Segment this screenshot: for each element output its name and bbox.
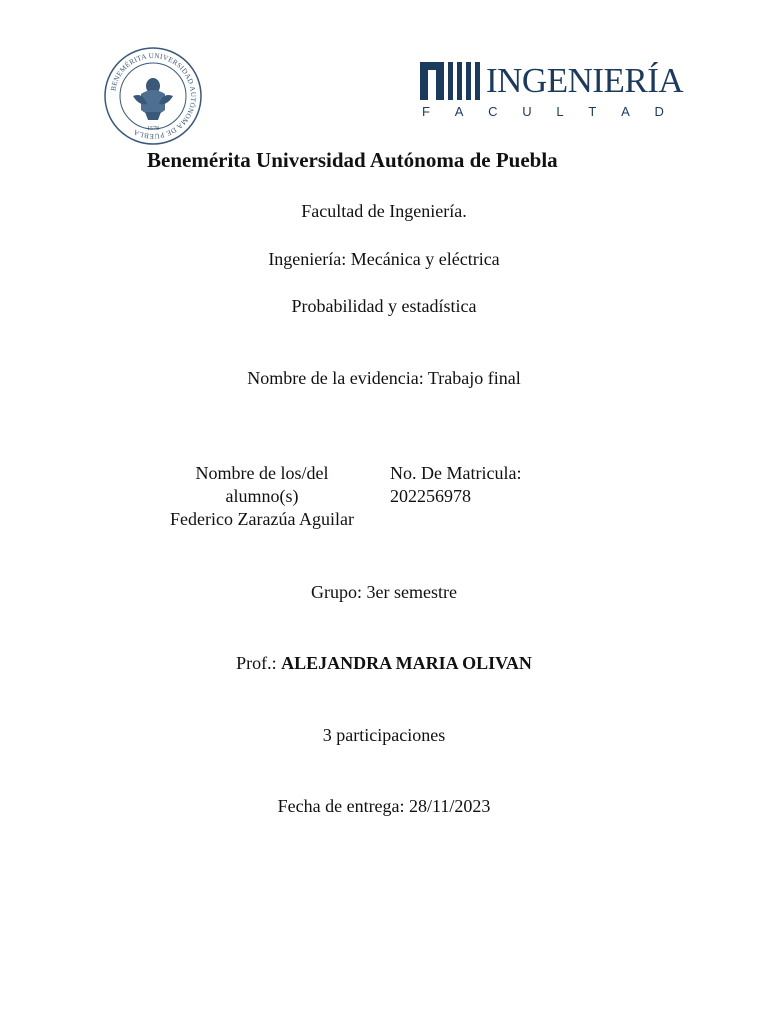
course-name: Probabilidad y estadística [291,296,477,316]
student-name: Federico Zarazúa Aguilar [170,509,354,529]
matricula-value: 202256978 [390,486,471,506]
seal-year: 1578 [147,126,159,132]
program-name: Ingeniería: Mecánica y eléctrica [268,249,500,269]
professor-name: ALEJANDRA MARIA OLIVAN [281,653,532,673]
group-text: Grupo: 3er semestre [311,582,457,602]
student-label-line1: Nombre de los/del [195,463,329,483]
university-seal-icon [103,46,203,146]
due-date-text: Fecha de entrega: 28/11/2023 [277,796,491,816]
participations-text: 3 participaciones [322,725,446,745]
student-label-line2: alumno(s) [225,486,299,506]
student-block [150,462,374,531]
faculty-logo-bars-icon [420,62,484,100]
evidence-name: Nombre de la evidencia: Trabajo final [247,368,521,388]
svg-text:BENEMÉRITA UNIVERSIDAD AUTÓNOM: BENEMÉRITA UNIVERSIDAD AUTÓNOMA DE PUEBLA [109,51,198,141]
faculty-name: Facultad de Ingeniería. [301,201,467,221]
faculty-logo [420,60,684,122]
matricula-label: No. De Matricula: [390,463,522,483]
university-name: Benemérita Universidad Autónoma de Puebla [147,148,558,172]
matricula-block [390,462,590,508]
faculty-logo-subtitle: F A C U L T A D [422,104,664,119]
faculty-logo-name: INGENIERÍA [486,61,684,100]
professor-label: Prof.: [236,653,277,673]
professor-line [0,653,768,674]
